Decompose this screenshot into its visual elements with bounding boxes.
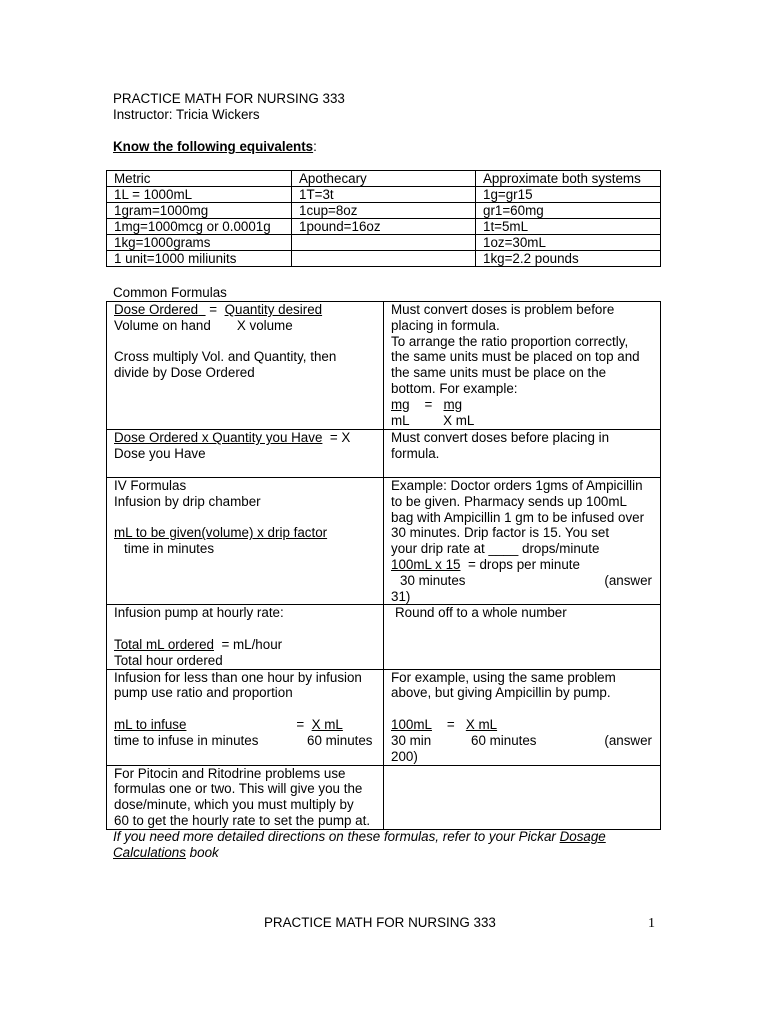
- ml-to-infuse: mL to infuse: [114, 716, 187, 732]
- note-line: For example, using the same problem: [391, 669, 616, 685]
- example-30-min: 30 min: [391, 732, 432, 748]
- column-header: Metric: [107, 171, 292, 187]
- pump-formula-top: [114, 637, 383, 653]
- table-cell: 1kg=1000grams: [107, 235, 292, 251]
- ratio-proportion-label: pump use ratio and proportion: [114, 685, 293, 701]
- formulas-table: [106, 301, 661, 830]
- formula-row: [107, 669, 661, 765]
- note-line: your drip rate at ____ drops/minute: [391, 541, 600, 557]
- note-line: bottom. For example:: [391, 380, 518, 396]
- table-cell: [292, 235, 476, 251]
- x-ml: X mL: [311, 716, 343, 732]
- equivalents-header-row: [107, 171, 661, 187]
- equals-sign: =: [209, 302, 218, 317]
- note-line: dose/minute, which you must multiply by: [114, 797, 354, 813]
- example-100ml: 100mL: [391, 716, 432, 732]
- example-60-minutes: 60 minutes: [471, 732, 537, 748]
- formula-left-cell: [107, 669, 384, 765]
- equals-x: = X: [329, 430, 351, 445]
- example-xml: X mL: [443, 412, 475, 428]
- ratio-top-line: [114, 302, 383, 318]
- dosage-link: Dosage: [559, 829, 606, 844]
- page-title: PRACTICE MATH FOR NURSING 333: [113, 91, 345, 106]
- equivalents-table: [106, 170, 661, 267]
- formula-left-cell: [107, 302, 384, 430]
- note-line: the same units must be placed on top and: [391, 349, 640, 365]
- table-cell: 1mg=1000mcg or 0.0001g: [107, 219, 292, 235]
- reference-note-end: book: [185, 845, 219, 860]
- reference-note-2: [113, 845, 219, 861]
- formula-row: [107, 302, 661, 430]
- quantity-desired: Quantity desired: [224, 302, 323, 317]
- x-volume: X volume: [236, 317, 293, 333]
- example-top: [391, 397, 660, 413]
- answer-label: (answer: [604, 732, 652, 748]
- calc-numerator: 100mL x 15: [391, 556, 461, 572]
- cross-multiply-text: Cross multiply Vol. and Quantity, then: [114, 349, 337, 365]
- table-cell: 1L = 1000mL: [107, 187, 292, 203]
- formula-row: [107, 430, 661, 478]
- example-ratio-top: [391, 717, 660, 733]
- example-ratio-bottom: [391, 733, 660, 749]
- note-line: formulas one or two. This will give you the: [114, 781, 363, 797]
- note-line: above, but giving Ampicillin by pump.: [391, 685, 611, 701]
- equals-sign: =: [296, 716, 305, 732]
- table-cell: 1gram=1000mg: [107, 203, 292, 219]
- time-to-infuse: time to infuse in minutes: [114, 732, 259, 748]
- instructor-line: Instructor: Tricia Wickers: [113, 107, 260, 122]
- formula-right-cell: [384, 302, 661, 430]
- dose-you-have: Dose you Have: [114, 445, 206, 461]
- column-header: Approximate both systems: [476, 171, 661, 187]
- table-cell: 1oz=30mL: [476, 235, 661, 251]
- note-line: formula.: [391, 445, 440, 461]
- dose-quantity-text: Dose Ordered x Quantity you Have: [114, 430, 323, 445]
- calc-top: [391, 557, 660, 573]
- formula-left-cell: [107, 430, 384, 478]
- table-cell: 1T=3t: [292, 187, 476, 203]
- ratio-bottom: [114, 733, 383, 749]
- formula-row: [107, 478, 661, 605]
- reference-note-text: If you need more detailed directions on these formulas, refer to your Pickar: [113, 829, 560, 844]
- equivalents-heading-colon: :: [313, 139, 317, 154]
- formula-right-cell: [384, 430, 661, 478]
- formula-left-cell: [107, 478, 384, 605]
- footer-title: PRACTICE MATH FOR NURSING 333: [264, 915, 496, 930]
- equivalents-heading-text: Know the following equivalents: [113, 139, 314, 154]
- drip-formula-bottom: time in minutes: [124, 541, 215, 557]
- ml-per-hour: = mL/hour: [221, 636, 283, 652]
- note-line: bag with Ampicillin 1 gm to be infused over: [391, 509, 645, 525]
- table-cell: 1g=gr15: [476, 187, 661, 203]
- example-bottom: [391, 413, 660, 429]
- formulas-heading: Common Formulas: [113, 285, 227, 300]
- note-line: placing in formula.: [391, 317, 500, 333]
- note-line: 30 minutes. Drip factor is 15. You set: [391, 525, 610, 541]
- column-header: Apothecary: [292, 171, 476, 187]
- volume-on-hand: Volume on hand: [114, 317, 211, 333]
- page-number: 1: [648, 916, 655, 931]
- table-row: [107, 203, 661, 219]
- note-line: 60 to get the hourly rate to set the pump at.: [114, 812, 371, 828]
- table-cell: 1t=5mL: [476, 219, 661, 235]
- formula-right-cell: [384, 605, 661, 669]
- note-line: For Pitocin and Ritodrine problems use: [114, 765, 346, 781]
- formula-right-cell: [384, 478, 661, 605]
- note-line: Example: Doctor orders 1gms of Ampicillin: [391, 478, 643, 493]
- formula-left-cell: [107, 765, 384, 829]
- total-ml-ordered: Total mL ordered: [114, 636, 214, 652]
- note-line: Must convert doses before placing in: [391, 430, 610, 445]
- formula-left-cell: [107, 605, 384, 669]
- sixty-minutes: 60 minutes: [307, 732, 373, 748]
- table-cell: [292, 251, 476, 267]
- formula-row: [107, 605, 661, 669]
- table-cell: gr1=60mg: [476, 203, 661, 219]
- table-cell: 1cup=8oz: [292, 203, 476, 219]
- note-line: to be given. Pharmacy sends up 100mL: [391, 493, 627, 509]
- answer-label: (answer: [604, 572, 652, 588]
- drip-chamber-label: Infusion by drip chamber: [114, 493, 261, 509]
- table-row: [107, 219, 661, 235]
- infusion-pump-label: Infusion pump at hourly rate:: [114, 605, 284, 621]
- note-line: Round off to a whole number: [395, 605, 567, 621]
- ratio-top: [114, 717, 383, 733]
- calc-denominator: 30 minutes: [400, 572, 466, 588]
- drip-formula-top: mL to be given(volume) x drip factor: [114, 525, 328, 541]
- example-xml: X mL: [465, 716, 498, 732]
- answer-value: 200): [391, 748, 418, 764]
- table-cell: 1kg=2.2 pounds: [476, 251, 661, 267]
- note-line: To arrange the ratio proportion correctly,: [391, 333, 629, 349]
- calc-bottom: [391, 573, 660, 589]
- note-line: the same units must be place on the: [391, 365, 607, 381]
- answer-value: 31): [391, 588, 411, 604]
- equivalents-heading: [113, 139, 317, 155]
- formula-row: [107, 765, 661, 829]
- table-cell: 1 unit=1000 miliunits: [107, 251, 292, 267]
- table-row: [107, 235, 661, 251]
- total-hour-ordered: Total hour ordered: [114, 652, 223, 668]
- example-mg: mg: [391, 396, 410, 412]
- dose-ordered: Dose Ordered: [114, 302, 199, 317]
- example-mg: mg: [443, 396, 463, 412]
- equals-sign: =: [424, 396, 433, 412]
- equals-sign: =: [446, 716, 455, 732]
- less-than-hour-label: Infusion for less than one hour by infusion: [114, 669, 362, 685]
- table-row: [107, 187, 661, 203]
- example-ml: mL: [391, 412, 410, 428]
- formula-right-cell: [384, 669, 661, 765]
- table-cell: 1pound=16oz: [292, 219, 476, 235]
- calc-result: = drops per minute: [467, 556, 580, 572]
- ratio-bottom-line: [114, 318, 383, 334]
- calculations-link: Calculations: [113, 845, 186, 860]
- divide-text: divide by Dose Ordered: [114, 365, 255, 381]
- reference-note: [113, 829, 606, 845]
- iv-formulas-label: IV Formulas: [114, 478, 187, 493]
- table-row: [107, 251, 661, 267]
- note-line: Must convert doses is problem before: [391, 302, 615, 317]
- formula-top-line: [114, 430, 383, 446]
- formula-right-cell-empty: [384, 765, 661, 829]
